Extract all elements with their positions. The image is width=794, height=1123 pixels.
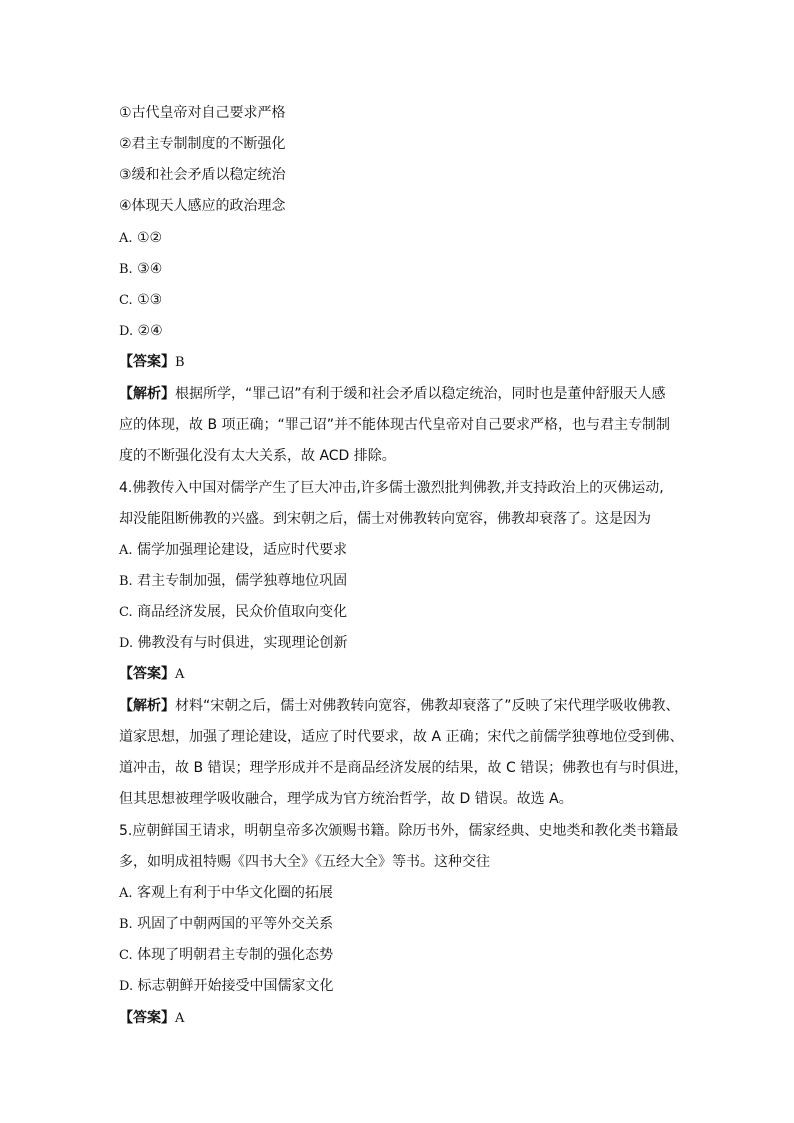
option-label: C. bbox=[119, 948, 133, 963]
option-text: ③④ bbox=[137, 261, 163, 277]
option-text: ①② bbox=[136, 230, 163, 246]
q4-option-b bbox=[119, 572, 347, 591]
q3-statement-2: ②君主专制制度的不断强化 bbox=[119, 136, 286, 152]
option-label: D. bbox=[119, 324, 134, 339]
q3-option-b bbox=[119, 260, 162, 279]
q3-statement-3: ③缓和社会矛盾以稳定统治 bbox=[119, 167, 286, 183]
q4-stem-line-1: 4.佛教传入中国对儒学产生了巨大冲击,许多儒士激烈批判佛教,并支持政治上的灭佛运动, bbox=[119, 480, 664, 496]
option-text: ①③ bbox=[137, 292, 163, 308]
option-label: C. bbox=[119, 605, 133, 620]
q4-option-a bbox=[119, 541, 347, 560]
q3-analysis-line-3: 度的不断强化没有太大关系，故 ACD 排除。 bbox=[119, 448, 396, 464]
option-text: 巩固了中朝两国的平等外交关系 bbox=[137, 916, 334, 932]
option-text: 客观上有利于中华文化圈的拓展 bbox=[136, 885, 333, 901]
analysis-tag: 【解析】 bbox=[119, 698, 175, 714]
q5-answer bbox=[119, 1009, 184, 1028]
q5-option-d bbox=[119, 977, 334, 996]
q5-option-a bbox=[119, 884, 333, 903]
q5-stem-line-1: 5.应朝鲜国王请求，明朝皇帝多次颁赐书籍。除历书外，儒家经典、史地类和教化类书籍最 bbox=[119, 823, 679, 839]
answer-tag: 【答案】 bbox=[119, 666, 175, 682]
q3-option-d bbox=[119, 322, 163, 341]
q4-analysis-line-1 bbox=[119, 697, 680, 715]
option-label: C. bbox=[119, 293, 133, 308]
q3-statement-4: ④体现天人感应的政治理念 bbox=[119, 198, 286, 214]
answer-tag: 【答案】 bbox=[119, 1010, 175, 1026]
option-label: B. bbox=[119, 917, 133, 932]
option-label: D. bbox=[119, 636, 134, 651]
q4-analysis-line-2: 道家思想，加强了理论建设，适应了时代要求，故 A 正确；宋代之前儒学独尊地位受到佛、 bbox=[119, 729, 684, 745]
q3-option-a bbox=[119, 229, 162, 248]
answer-value: A bbox=[175, 667, 185, 682]
q5-stem-line-2: 多，如明成祖特赐《四书大全》《五经大全》等书。这种交往 bbox=[119, 854, 490, 870]
q4-option-d bbox=[119, 634, 348, 653]
q3-statement-1: ①古代皇帝对自己要求严格 bbox=[119, 105, 286, 121]
option-label: B. bbox=[119, 574, 133, 589]
option-text: 佛教没有与时俱进，实现理论创新 bbox=[137, 635, 348, 651]
analysis-text: 材料“宋朝之后，儒士对佛教转向宽容，佛教却衰落了”反映了宋代理学吸收佛教、 bbox=[175, 698, 680, 714]
option-label: A. bbox=[119, 543, 133, 558]
option-text: ②④ bbox=[137, 323, 163, 339]
option-label: B. bbox=[119, 262, 133, 277]
analysis-text: 根据所学，“罪己诏”有利于缓和社会矛盾以稳定统治，同时也是董仲舒服天人感 bbox=[175, 386, 666, 402]
option-text: 儒学加强理论建设，适应时代要求 bbox=[136, 542, 347, 558]
option-label: D. bbox=[119, 979, 134, 994]
q3-analysis-line-1 bbox=[119, 385, 666, 403]
option-text: 标志朝鲜开始接受中国儒家文化 bbox=[137, 978, 334, 994]
option-label: A. bbox=[119, 886, 133, 901]
option-text: 商品经济发展，民众价值取向变化 bbox=[137, 604, 348, 620]
q4-option-c bbox=[119, 603, 347, 622]
q3-analysis-line-2: 应的体现，故 B 项正确；“罪己诏”并不能体现古代皇帝对自己要求严格，也与君主专制制 bbox=[119, 417, 671, 433]
q4-analysis-line-3: 道冲击，故 B 错误；理学形成并不是商品经济发展的结果，故 C 错误；佛教也有与时俱进， bbox=[119, 760, 689, 776]
analysis-tag: 【解析】 bbox=[119, 386, 175, 402]
q3-option-c bbox=[119, 291, 162, 310]
answer-value: B bbox=[175, 355, 185, 370]
option-label: A. bbox=[119, 231, 133, 246]
answer-tag: 【答案】 bbox=[119, 354, 175, 370]
option-text: 君主专制加强，儒学独尊地位巩固 bbox=[137, 573, 348, 589]
q4-analysis-line-4: 但其思想被理学吸收融合，理学成为官方统治哲学，故 D 错误。故选 A。 bbox=[119, 791, 573, 807]
q4-stem-line-2: 却没能阻断佛教的兴盛。到宋朝之后，儒士对佛教转向宽容，佛教却衰落了。这是因为 bbox=[119, 511, 651, 527]
answer-value: A bbox=[175, 1011, 185, 1026]
q3-answer bbox=[119, 353, 185, 372]
option-text: 体现了明朝君主专制的强化态势 bbox=[137, 947, 334, 963]
q5-option-b bbox=[119, 915, 333, 934]
q4-answer bbox=[119, 665, 184, 684]
q5-option-c bbox=[119, 946, 333, 965]
